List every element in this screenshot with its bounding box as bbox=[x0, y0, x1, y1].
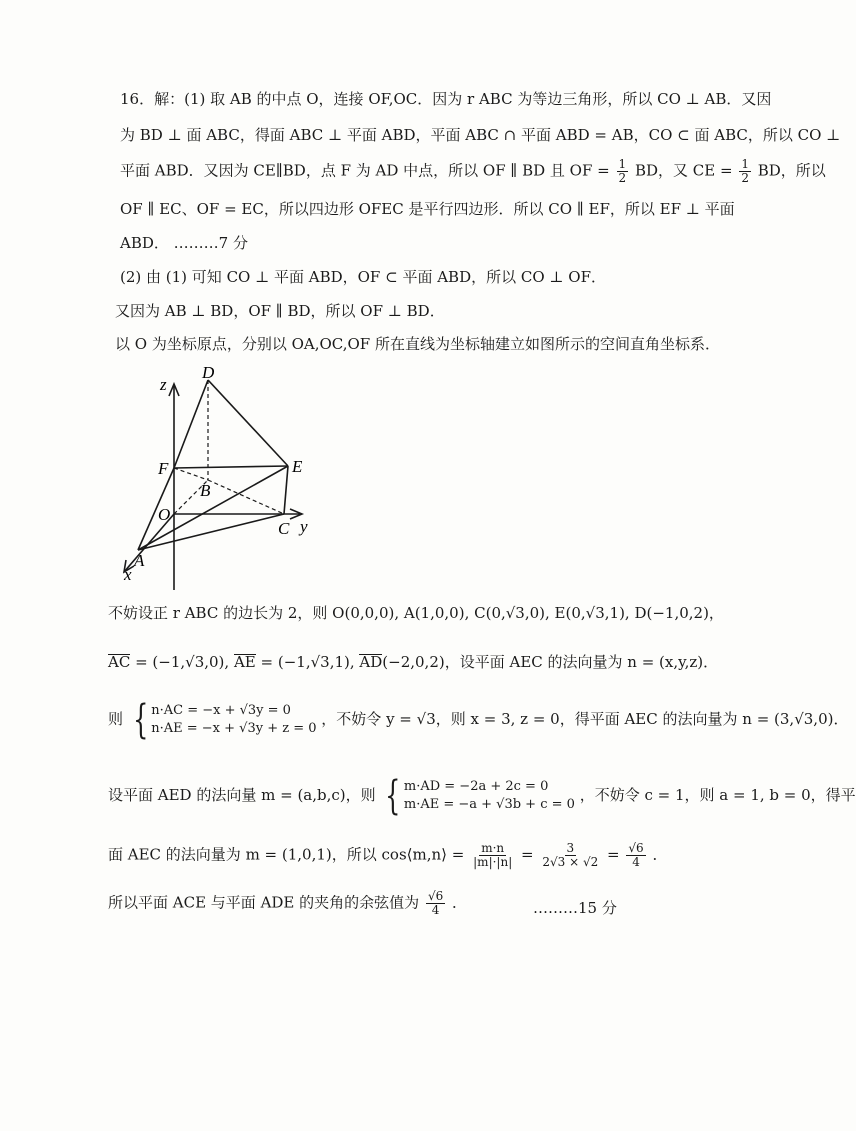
vector-AD-value: (−2,0,2)，设平面 AEC 的法向量为 n = (x,y,z)． bbox=[382, 653, 719, 671]
vectors-line bbox=[108, 651, 718, 673]
coordinates-line: 不妨设正 r ABC 的边长为 2，则 O(0,0,0), A(1,0,0), C(0,√3,0), E(0,√3,1), D(−1,0,2)， bbox=[108, 604, 724, 622]
normal-aed-pre: 设平面 AED 的法向量 m = (a,b,c)，则 bbox=[108, 786, 376, 804]
coordinate-figure bbox=[112, 364, 332, 584]
normal-aec-post: ，不妨令 y = √3，则 x = 3, z = 0，得平面 AEC 的法向量为 n = (3,√3,0)． bbox=[321, 710, 849, 728]
equation-system-aed: { m·AD = −2a + 2c = 0 m·AE = −a + √3b + c = 0 bbox=[385, 773, 575, 819]
vector-AE: AE bbox=[233, 653, 256, 671]
conclusion-end: ． bbox=[452, 893, 468, 912]
solution-line-3 bbox=[120, 158, 826, 185]
label-x: x bbox=[124, 565, 132, 584]
normal-aed-line bbox=[108, 773, 856, 819]
conclusion-line bbox=[108, 890, 467, 917]
solution-line-3-mid: BD，又 CE = bbox=[634, 161, 733, 180]
cosine-end: ． bbox=[652, 845, 668, 864]
equation-system-aec: { n·AC = −x + √3y = 0 n·AE = −x + √3y + z = 0 bbox=[132, 697, 317, 743]
part2-line-1: (2) 由 (1) 可知 CO ⊥ 平面 ABD，OF ⊂ 平面 ABD，所以 CO ⊥ OF． bbox=[120, 268, 606, 286]
equation-aec-1: n·AC = −x + √3y = 0 bbox=[151, 703, 291, 718]
solution-line-5: ABD． ………7 分 bbox=[120, 234, 248, 252]
label-C: C bbox=[278, 519, 290, 538]
vector-AD: AD bbox=[359, 653, 383, 671]
solution-line-1: 16．解：(1) 取 AB 的中点 O，连接 OF,OC．因为 r ABC 为等边三角形，所以 CO ⊥ AB．又因 bbox=[120, 90, 772, 108]
label-E: E bbox=[292, 457, 303, 476]
solution-line-4: OF ∥ EC、OF = EC，所以四边形 OFEC 是平行四边形．所以 CO ∥ EF，所以 EF ⊥ 平面 bbox=[120, 200, 735, 218]
label-D: D bbox=[202, 363, 215, 382]
cosine-pre: 面 AEC 的法向量为 m = (1,0,1)，所以 cos⟨m,n⟩ = bbox=[108, 845, 465, 864]
fraction-half-2: $\frac{1}{2}$ bbox=[741, 157, 749, 185]
label-z: z bbox=[160, 375, 167, 394]
label-O: O bbox=[158, 505, 171, 524]
normal-aec-line bbox=[108, 697, 849, 743]
label-A: A bbox=[134, 551, 145, 570]
label-F: F bbox=[158, 459, 169, 478]
edge-DF bbox=[174, 380, 208, 468]
edge-DE bbox=[208, 380, 288, 466]
part2-line-2: 又因为 AB ⊥ BD，OF ∥ BD，所以 OF ⊥ BD． bbox=[115, 302, 445, 320]
solution-line-3-pre: 平面 ABD．又因为 CE∥BD，点 F 为 AD 中点，所以 OF ∥ BD 且 OF = bbox=[120, 161, 610, 180]
solution-line-3-post: BD，所以 bbox=[757, 161, 826, 180]
label-B: B bbox=[200, 481, 211, 500]
edge-BC bbox=[208, 480, 284, 514]
equals-2: = bbox=[607, 845, 620, 864]
equation-aed-1: m·AD = −2a + 2c = 0 bbox=[403, 779, 549, 794]
fraction-conclusion: $\frac{√6}{4}$ bbox=[427, 889, 444, 917]
label-y: y bbox=[300, 517, 308, 536]
fraction-cos-def: $\frac{m\cdot n}{|m|\cdot|n|}$ bbox=[473, 841, 513, 869]
fraction-cos-value: $\frac{3}{2√3 \times √2}$ bbox=[542, 841, 599, 869]
edge-FB bbox=[174, 468, 208, 480]
conclusion-text: 所以平面 ACE 与平面 ADE 的夹角的余弦值为 bbox=[108, 893, 420, 912]
vector-AC: AC bbox=[108, 653, 131, 671]
equals-1: = bbox=[521, 845, 534, 864]
edge-FE bbox=[174, 466, 288, 468]
cosine-line bbox=[108, 842, 667, 869]
fraction-cos-result: $\frac{√6}{4}$ bbox=[628, 841, 644, 869]
vector-AE-value: = (−1,√3,1), bbox=[255, 653, 355, 671]
normal-aec-pre: 则 bbox=[108, 710, 124, 728]
equation-aed-2: m·AE = −a + √3b + c = 0 bbox=[403, 797, 575, 812]
score-label: ………15 分 bbox=[533, 899, 617, 917]
edge-EC bbox=[284, 466, 288, 514]
equation-aec-2: n·AE = −x + √3y + z = 0 bbox=[151, 721, 317, 736]
vector-AC-value: = (−1,√3,0), bbox=[130, 653, 230, 671]
part2-line-3: 以 O 为坐标原点，分别以 OA,OC,OF 所在直线为坐标轴建立如图所示的空间直角坐标系． bbox=[115, 335, 720, 353]
fraction-half: $\frac{1}{2}$ bbox=[618, 157, 627, 185]
normal-aed-post: ，不妨令 c = 1，则 a = 1, b = 0，得平 bbox=[579, 786, 856, 804]
solution-line-2: 为 BD ⊥ 面 ABC，得面 ABC ⊥ 平面 ABD，平面 ABC ∩ 平面 ABD = AB，CO ⊂ 面 ABC，所以 CO ⊥ bbox=[120, 126, 841, 144]
